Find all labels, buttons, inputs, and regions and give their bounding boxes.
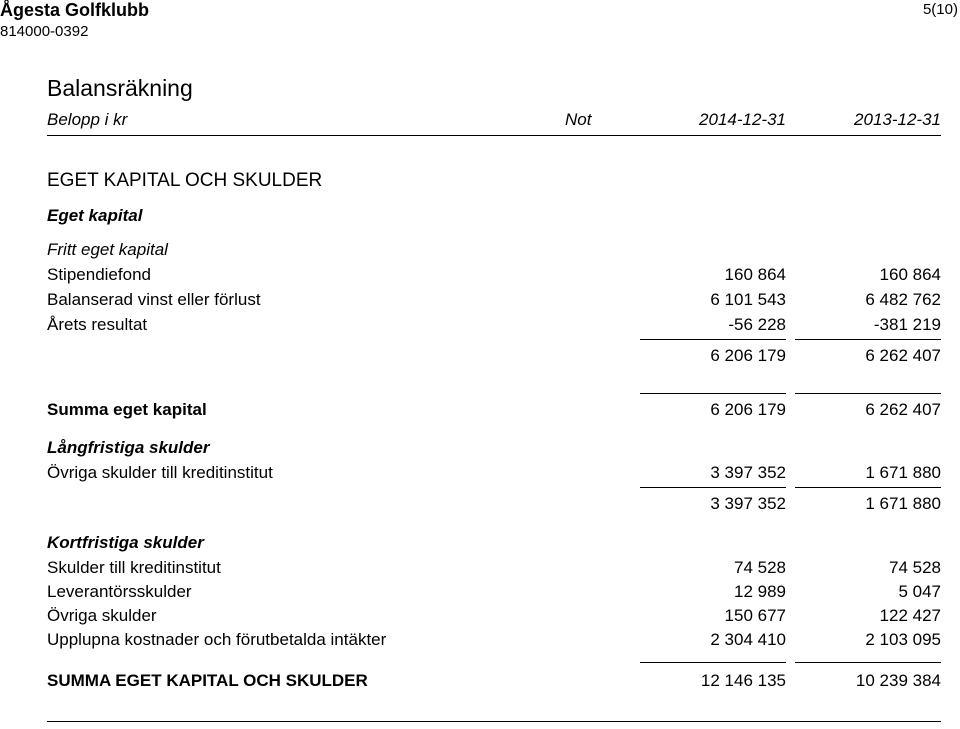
page-title: Balansräkning: [47, 75, 193, 101]
row-value-2014: 3 397 352: [710, 463, 786, 482]
subtotal-rule: [640, 487, 786, 488]
row-label: Skulder till kreditinstitut: [47, 558, 221, 577]
row-value-2014: 150 677: [724, 606, 786, 625]
section-heading: EGET KAPITAL OCH SKULDER: [47, 170, 323, 191]
row-value-2013: 74 528: [889, 558, 941, 577]
subtotal-2014: 6 206 179: [710, 346, 786, 365]
footer-rule: [47, 721, 941, 722]
equity-total-label: Summa eget kapital: [47, 400, 207, 419]
row-value-2013: 1 671 880: [865, 463, 941, 482]
row-value-2014: 12 989: [734, 582, 786, 601]
free-equity-heading: Fritt eget kapital: [47, 240, 168, 259]
short-term-heading: Kortfristiga skulder: [47, 533, 204, 552]
company-name: Ågesta Golfklubb: [0, 0, 150, 20]
long-term-heading: Långfristiga skulder: [47, 438, 210, 457]
equity-total-2014: 6 206 179: [710, 400, 786, 419]
column-year1-header: 2014-12-31: [699, 110, 786, 129]
row-value-2014: 160 864: [724, 265, 786, 284]
subtotal-rule: [640, 339, 786, 340]
equity-heading: Eget kapital: [47, 206, 143, 225]
total-rule: [795, 393, 941, 394]
grand-total-rule: [640, 662, 786, 663]
subtotal-2013: 6 262 407: [865, 346, 941, 365]
equity-total-2013: 6 262 407: [865, 400, 941, 419]
row-value-2013: 160 864: [879, 265, 941, 284]
subtotal-2014: 3 397 352: [710, 494, 786, 513]
column-note-header: Not: [565, 110, 592, 129]
subtotal-rule: [795, 339, 941, 340]
subtotal-2013: 1 671 880: [865, 494, 941, 513]
row-value-2013: -381 219: [873, 315, 941, 334]
page-number: 5(10): [922, 1, 958, 18]
row-value-2014: -56 228: [728, 315, 786, 334]
row-label: Stipendiefond: [47, 265, 151, 284]
row-value-2014: 74 528: [734, 558, 786, 577]
subtotal-rule: [795, 487, 941, 488]
grand-total-label: SUMMA EGET KAPITAL OCH SKULDER: [47, 671, 368, 690]
grand-total-2013: 10 239 384: [855, 671, 941, 690]
row-value-2014: 6 101 543: [710, 290, 786, 309]
org-number: 814000-0392: [0, 23, 89, 40]
grand-total-2014: 12 146 135: [700, 671, 786, 690]
row-label: Upplupna kostnader och förutbetalda intäkter: [47, 630, 387, 649]
column-year2-header: 2013-12-31: [854, 110, 941, 129]
row-value-2013: 5 047: [898, 582, 941, 601]
grand-total-rule: [795, 662, 941, 663]
row-label: Övriga skulder till kreditinstitut: [47, 463, 273, 482]
header-rule: [47, 135, 941, 136]
row-label: Årets resultat: [47, 315, 148, 334]
row-value-2014: 2 304 410: [710, 630, 786, 649]
column-label-header: Belopp i kr: [47, 110, 128, 129]
row-value-2013: 6 482 762: [865, 290, 941, 309]
row-label: Övriga skulder: [47, 606, 157, 625]
row-value-2013: 2 103 095: [865, 630, 941, 649]
total-rule: [640, 393, 786, 394]
row-label: Balanserad vinst eller förlust: [47, 290, 261, 309]
row-label: Leverantörsskulder: [47, 582, 192, 601]
row-value-2013: 122 427: [879, 606, 941, 625]
